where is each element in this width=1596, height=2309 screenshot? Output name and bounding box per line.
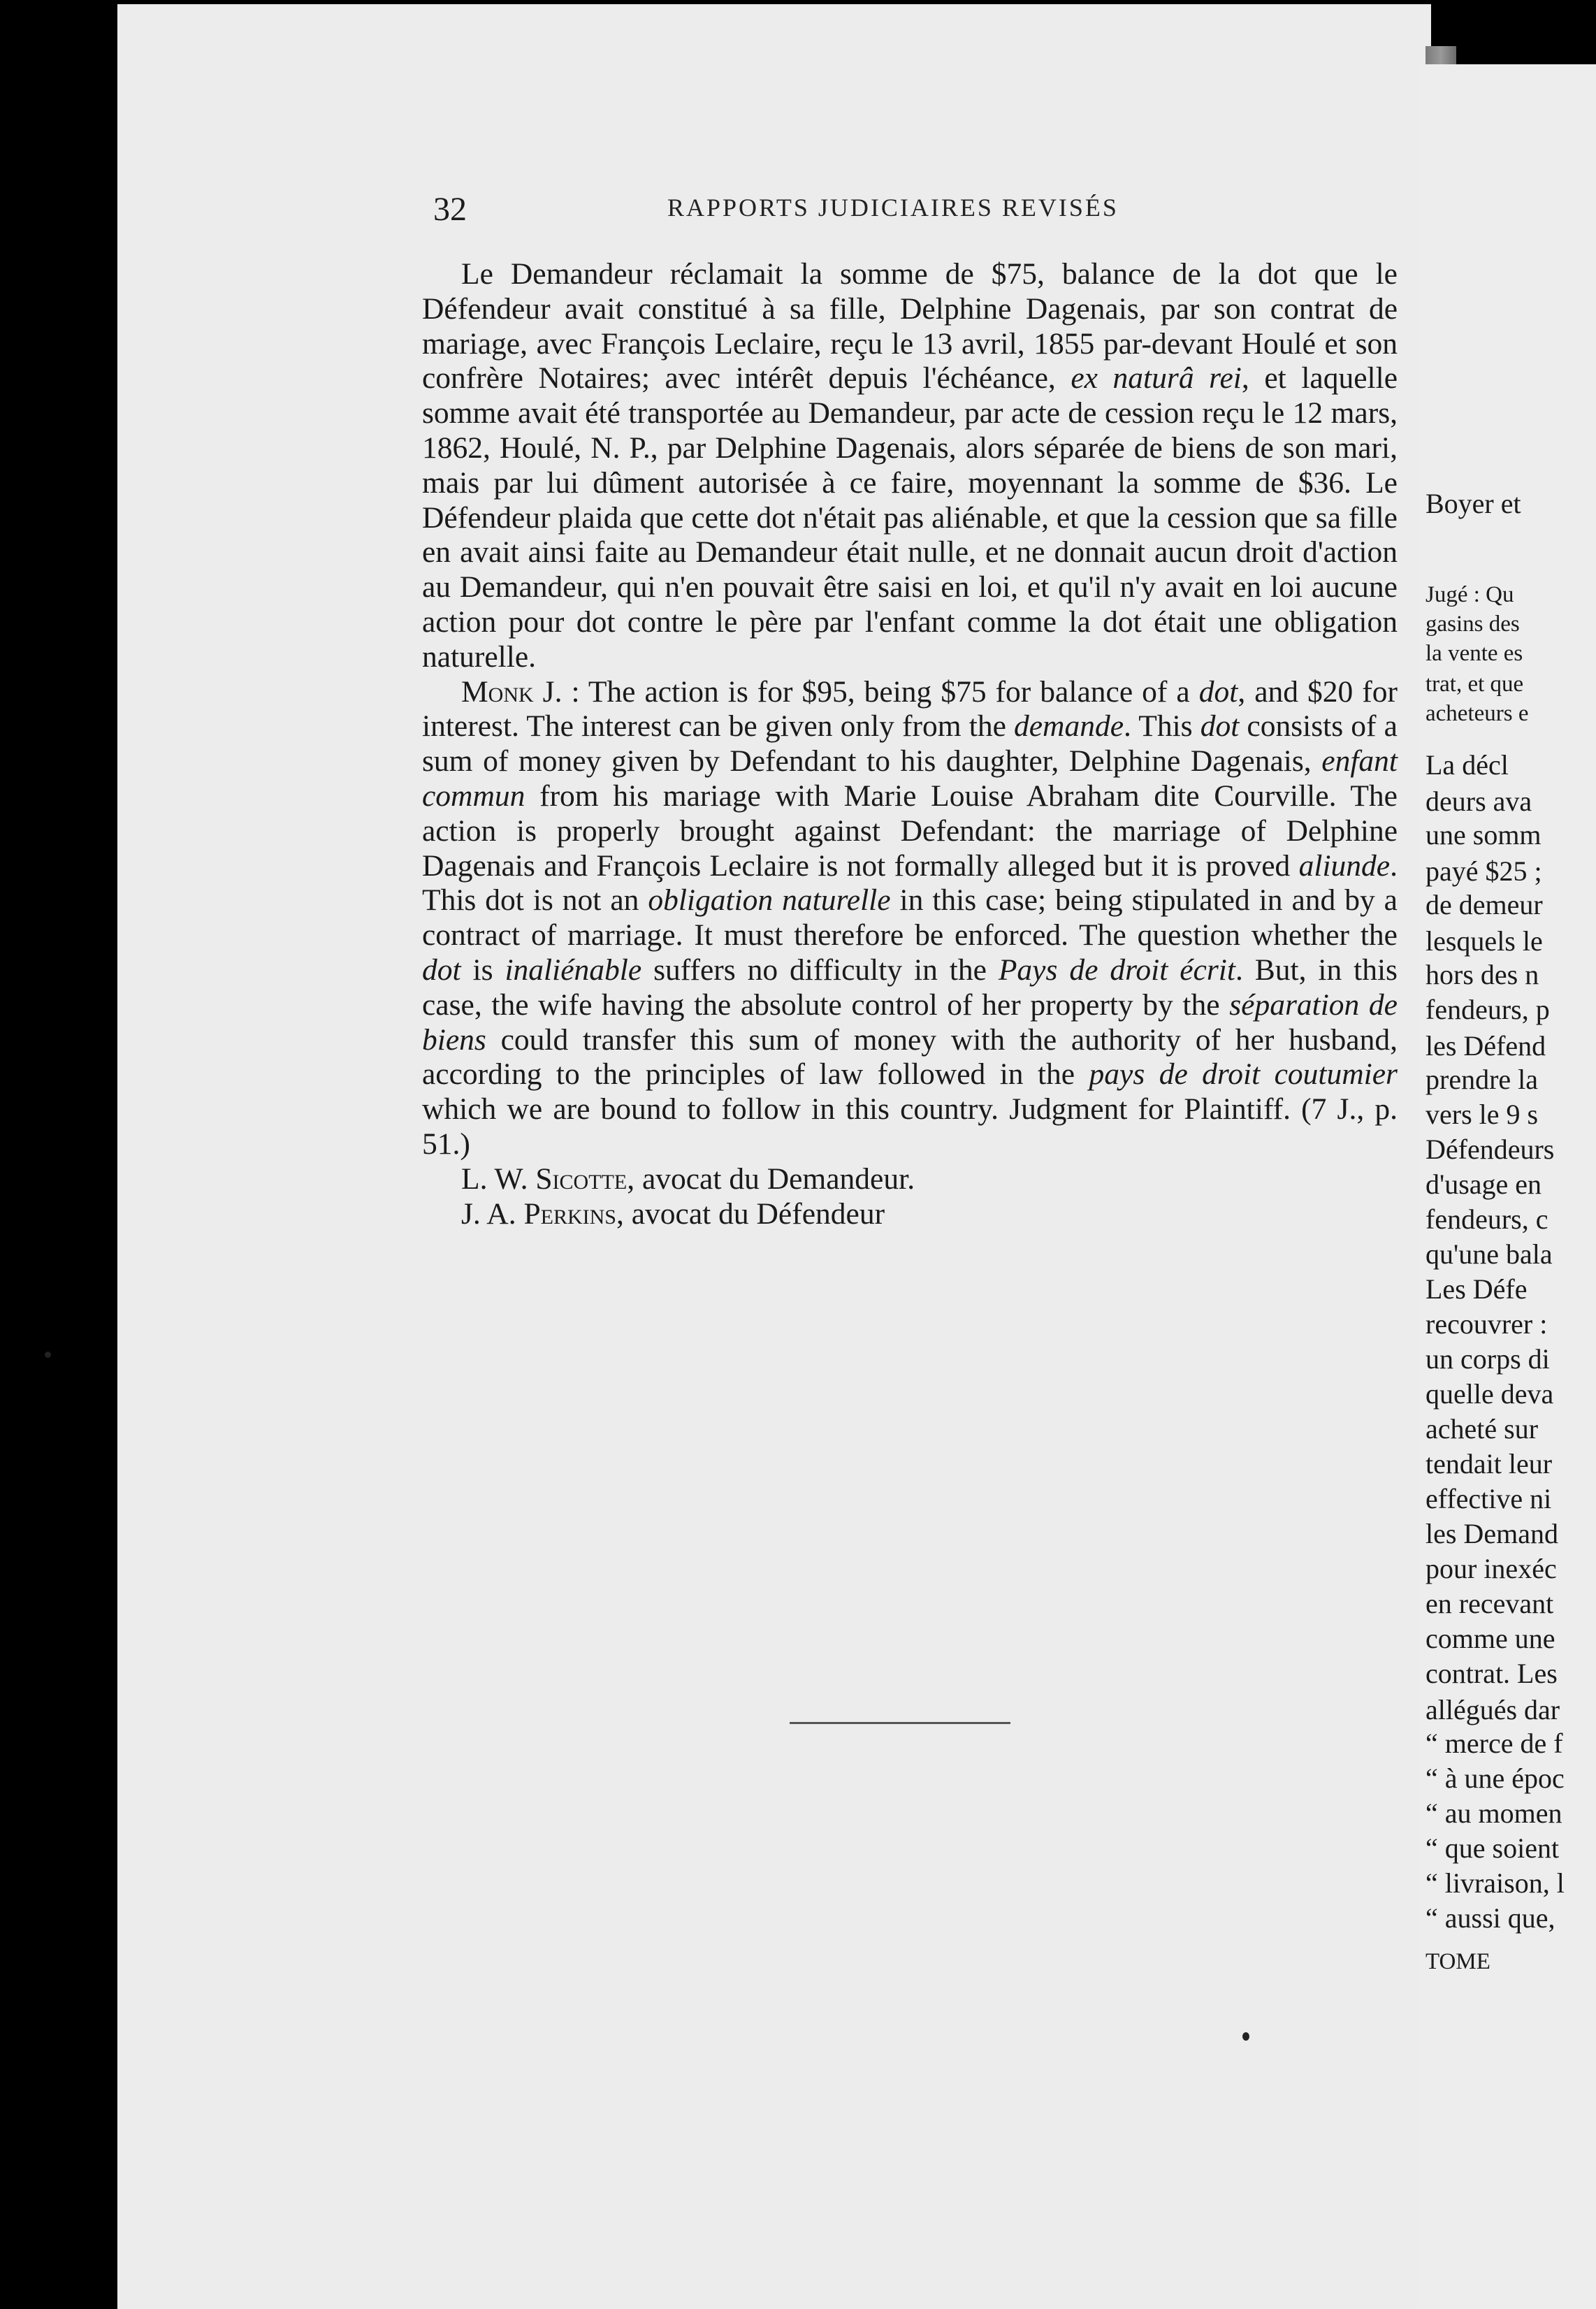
judgment-text-7: in this case; being stipulated in and by a contract of marriage. It must therefore be enforced. The question whether the — [422, 883, 1398, 953]
right-page-line: quelle deva — [1425, 1378, 1554, 1410]
right-page-line: La décl — [1425, 749, 1509, 781]
judgment-text-4: consists of a sum of money given by Defendant to his daughter, Delphine Dagenais, — [422, 709, 1398, 779]
right-page-line: fendeurs, p — [1425, 994, 1550, 1025]
body-text — [422, 257, 1398, 1231]
right-page-line: fendeurs, c — [1425, 1203, 1548, 1235]
right-page-line: les Demand — [1425, 1518, 1558, 1549]
right-page-line: Les Défe — [1425, 1273, 1528, 1305]
right-page — [1417, 64, 1596, 2309]
page-number: 32 — [433, 191, 467, 228]
paragraph-claim — [422, 257, 1398, 675]
judge-name: Monk J. — [461, 674, 563, 709]
judgment-italic-7: dot — [422, 953, 461, 987]
right-page-line: deurs ava — [1425, 786, 1532, 817]
judgment-italic-10: séparation de biens — [422, 987, 1398, 1057]
right-page-line: lesquels le — [1425, 925, 1543, 957]
right-page-line: effective ni — [1425, 1483, 1552, 1514]
right-page-line: Boyer et — [1425, 488, 1521, 519]
right-page-text — [1417, 64, 1596, 2309]
running-head: RAPPORTS JUDICIAIRES REVISÉS — [667, 194, 1119, 222]
judgment-italic-8: inaliénable — [505, 953, 642, 987]
counsel-defendant-role: , avocat du Défendeur — [616, 1196, 885, 1231]
right-page-line: un corps di — [1425, 1343, 1550, 1375]
right-page-line: acheteurs e — [1425, 701, 1529, 726]
judgment-italic-3: dot — [1200, 709, 1240, 744]
page-header — [433, 190, 1437, 232]
section-divider — [790, 1722, 1010, 1724]
right-page-line: une somm — [1425, 819, 1541, 851]
right-page-line: Défendeurs — [1425, 1134, 1555, 1165]
judgment-text-2: , and $20 for interest. The interest can be given only from the — [422, 674, 1398, 744]
right-page-line: “ au momen — [1425, 1797, 1562, 1829]
right-page-line: prendre la — [1425, 1064, 1539, 1095]
right-page-line: Jugé : Qu — [1425, 582, 1514, 607]
right-page-line: gasins des — [1425, 611, 1520, 637]
paragraph-claim-text-2: , et laquelle somme avait été transportée au Demandeur, par acte de cession reçu le 12 mars, 1862, Houlé, N. P., par Delphine Dagenais, alors séparée de biens de son mari, mais par lui dûment autorisée à ce faire, moyennant la somme de $36. Le Défendeur plaida que cette dot n'était pas aliénable, et que la cession que sa fille en avait ainsi faite au Demandeur était nulle, et ne donnait aucun droit d'action au Demandeur, qui n'en pouvait être saisi en loi, et qu'il n'y avait en loi aucune action pour dot contre le père par l'enfant comme la dot était une obligation naturelle. — [422, 361, 1398, 674]
judgment-italic-9: Pays de droit écrit — [998, 953, 1235, 987]
judgment-text-10: . But, in this case, the wife having the absolute control of her property by the — [422, 953, 1398, 1022]
right-page-line: acheté sur — [1425, 1413, 1539, 1445]
right-page-line: qu'une bala — [1425, 1238, 1553, 1270]
judgment-italic-6: obligation naturelle — [648, 883, 891, 918]
right-page-line: hors des n — [1425, 959, 1539, 990]
counsel-plaintiff-role: , avocat du Demandeur. — [627, 1161, 915, 1196]
counsel-plaintiff — [422, 1162, 1398, 1197]
judgment-text-1: : The action is for $95, being $75 for balance of a — [562, 674, 1199, 709]
right-page-line: “ aussi que, — [1425, 1902, 1555, 1934]
right-page-line: de demeur — [1425, 889, 1543, 920]
right-page-line: “ que soient — [1425, 1832, 1560, 1864]
judgment-italic-4: enfant commun — [422, 744, 1398, 813]
scan-speck — [45, 1352, 51, 1358]
right-page-line: contrat. Les — [1425, 1658, 1558, 1689]
right-page-line: recouvrer : — [1425, 1308, 1548, 1340]
right-page-line: trat, et que — [1425, 672, 1524, 697]
judgment-italic-2: demande — [1014, 709, 1124, 744]
right-page-line: tendait leur — [1425, 1448, 1553, 1479]
paragraph-claim-text-1: Le Demandeur réclamait la somme de $75, balance de la dot que le Défendeur avait constitué à sa fille, Delphine Dagenais, par son contrat de mariage, avec François Leclaire, reçu le 13 avril, 1855 par-devant Houlé et son confrère Notaires; avec intérêt depuis l'échéance, — [422, 257, 1398, 396]
judgment-italic-1: dot — [1198, 674, 1238, 709]
judgment-text-12: which we are bound to follow in this country. Judgment for Plaintiff. (7 J., p. 51.) — [422, 1092, 1398, 1161]
right-page-line: “ à une époc — [1425, 1762, 1565, 1794]
right-page-line: “ merce de f — [1425, 1728, 1563, 1759]
judgment-text-9: suffers no difficulty in the — [641, 953, 999, 987]
right-page-line: allégués dar — [1425, 1694, 1560, 1725]
judgment-italic-11: pays de droit coutumier — [1089, 1057, 1398, 1092]
right-page-line: vers le 9 s — [1425, 1099, 1539, 1130]
counsel-defendant-name: J. A. Perkins — [461, 1196, 616, 1231]
judgment-text-5: from his mariage with Marie Louise Abraham dite Courville. The action is properly brought against Defendant: the marriage of Delphine Dagenais and François Leclaire is not formally alleged but it is proved — [422, 779, 1398, 883]
right-page-line: “ livraison, l — [1425, 1867, 1565, 1899]
judgment-text-11: could transfer this sum of money with the authority of her husband, according to the principles of law followed in the — [422, 1022, 1398, 1092]
scan-speck — [1242, 2032, 1249, 2041]
right-page-line: la vente es — [1425, 641, 1523, 666]
counsel-plaintiff-name: L. W. Sicotte — [461, 1161, 627, 1196]
right-page-line: pour inexéc — [1425, 1553, 1557, 1584]
paragraph-claim-italic: ex naturâ rei — [1071, 361, 1242, 396]
paragraph-judgment — [422, 675, 1398, 1162]
judgment-italic-5: aliunde — [1298, 848, 1391, 883]
judgment-text-3: . This — [1124, 709, 1200, 744]
judgment-text-8: is — [460, 953, 505, 987]
right-page-line: TOME — [1425, 1949, 1490, 1974]
right-page-line: payé $25 ; — [1425, 855, 1542, 887]
judgment-text-6: . This dot is not an — [422, 848, 1398, 918]
right-page-line: d'usage en — [1425, 1168, 1542, 1200]
right-page-line: les Défend — [1425, 1030, 1546, 1062]
counsel-defendant — [422, 1197, 1398, 1232]
right-page-line: comme une — [1425, 1623, 1555, 1654]
right-page-line: en recevant — [1425, 1588, 1554, 1619]
